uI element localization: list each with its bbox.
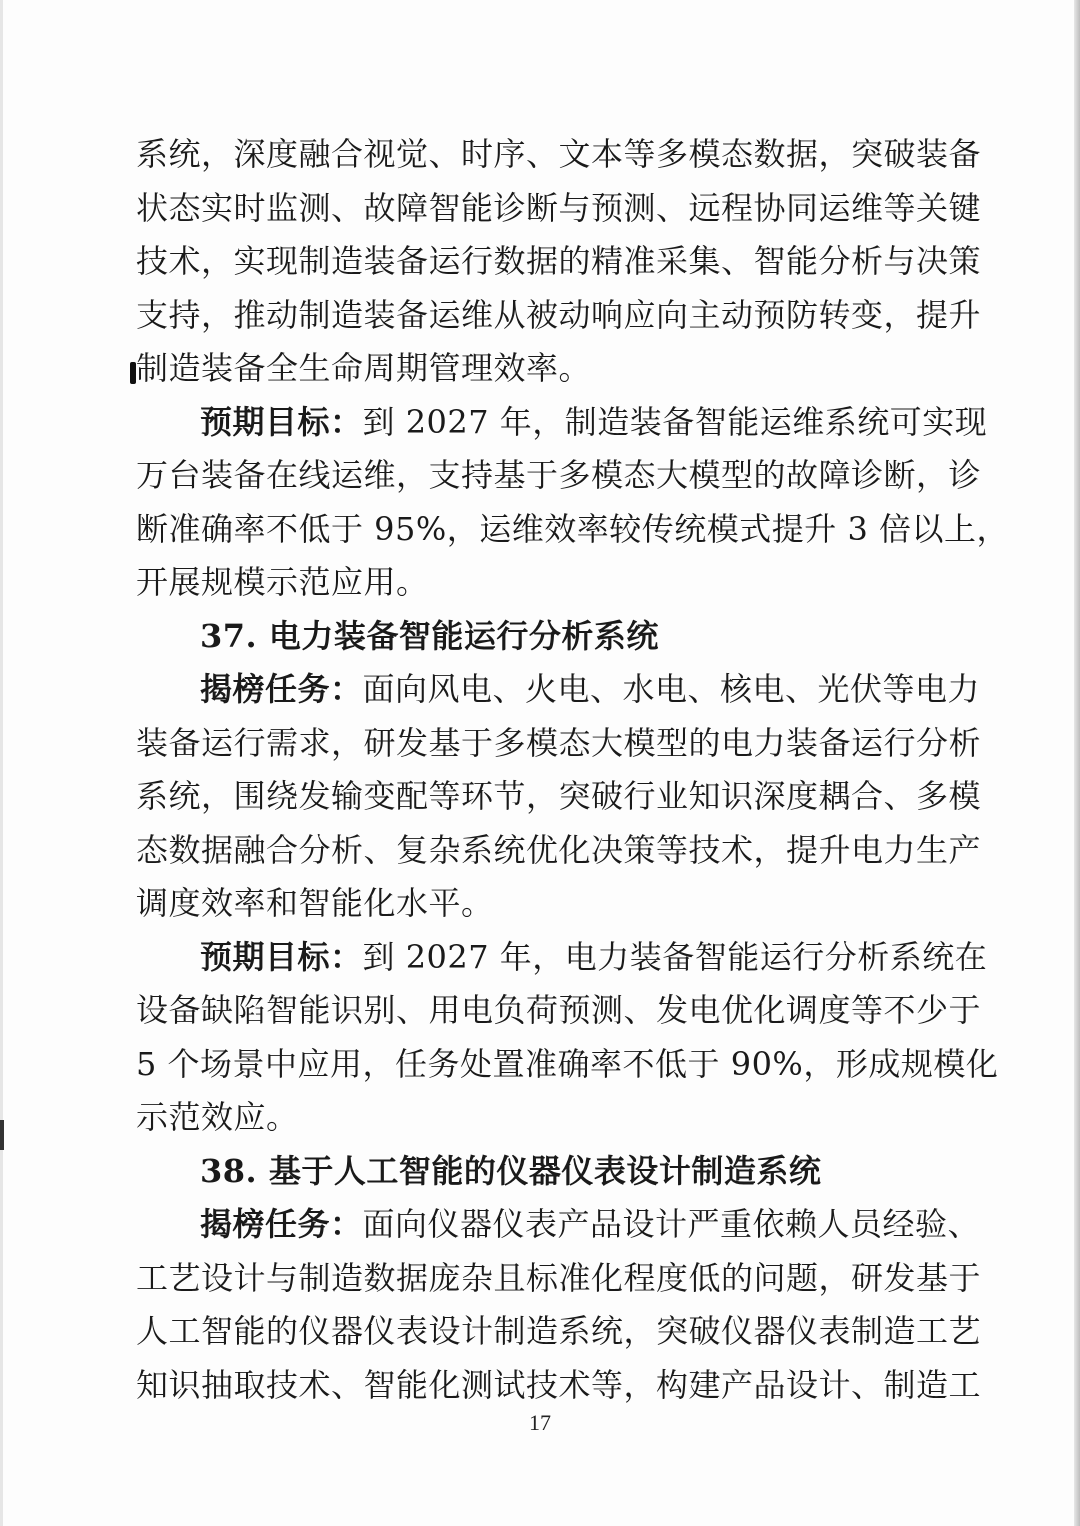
section-heading-37: 37. 电力装备智能运行分析系统	[200, 616, 659, 655]
text-line: 制造装备全生命周期管理效率。	[136, 349, 592, 387]
text-line: 调度效率和智能化水平。	[136, 884, 494, 922]
text-line: 技术，实现制造装备运行数据的精准采集、智能分析与决策	[136, 242, 982, 280]
text-line: 5 个场景中应用，任务处置准确率不低于 90%，形成规模化	[136, 1044, 999, 1083]
text-line: 系统，围绕发输变配等环节，突破行业知识深度耦合、多模	[136, 777, 982, 815]
paragraph-expected-goals-36	[136, 396, 1010, 610]
paragraph-label: 揭榜任务：	[200, 1205, 363, 1243]
document-body	[136, 128, 1010, 1412]
paragraph-task-37	[136, 663, 982, 931]
text-span: 面向风电、火电、水电、核电、光伏等电力	[362, 670, 981, 708]
scan-edge-left	[0, 0, 3, 1526]
text-line	[136, 931, 988, 985]
text-line: 状态实时监测、故障智能诊断与预测、远程协同运维等关键	[136, 188, 982, 227]
text-line	[136, 396, 988, 450]
paragraph-label: 揭榜任务：	[200, 670, 363, 708]
text-line: 支持，推动制造装备运维从被动响应向主动预防转变，提升	[136, 295, 982, 334]
paragraph-task-38	[136, 1198, 982, 1412]
text-line: 示范效应。	[136, 1098, 299, 1136]
text-span: 到 2027 年，制造装备智能运维系统可实现	[362, 402, 988, 441]
text-line: 系统，深度融合视觉、时序、文本等多模态数据，突破装备	[136, 135, 982, 173]
paragraph-expected-goals-37	[136, 931, 999, 1145]
paragraph-continuation	[136, 128, 982, 396]
paragraph-label: 预期目标：	[200, 937, 363, 976]
scan-edge-right	[1074, 0, 1080, 1526]
text-line: 知识抽取技术、智能化测试技术等，构建产品设计、制造工	[136, 1365, 982, 1404]
text-line: 断准确率不低于 95%，运维效率较传统模式提升 3 倍以上，	[136, 509, 1010, 548]
text-span: 到 2027 年，电力装备智能运行分析系统在	[362, 937, 988, 976]
text-span: 面向仪器仪表产品设计严重依赖人员经验、	[362, 1205, 981, 1243]
text-line: 开展规模示范应用。	[136, 563, 429, 601]
section-heading-38: 38. 基于人工智能的仪器仪表设计制造系统	[200, 1151, 822, 1190]
text-line: 万台装备在线运维，支持基于多模态大模型的故障诊断，诊	[136, 456, 982, 494]
text-line: 设备缺陷智能识别、用电负荷预测、发电优化调度等不少于	[136, 991, 982, 1029]
text-line: 人工智能的仪器仪表设计制造系统，突破仪器仪表制造工艺	[136, 1312, 982, 1350]
binding-mark	[0, 1120, 4, 1150]
text-line	[136, 663, 981, 717]
text-line: 装备运行需求，研发基于多模态大模型的电力装备运行分析	[136, 723, 982, 762]
text-line: 工艺设计与制造数据庞杂且标准化程度低的问题，研发基于	[136, 1258, 982, 1297]
page-number: 17	[529, 1410, 551, 1435]
paragraph-label: 预期目标：	[200, 402, 363, 441]
text-line	[136, 1198, 981, 1252]
text-line: 态数据融合分析、复杂系统优化决策等技术，提升电力生产	[136, 830, 982, 869]
